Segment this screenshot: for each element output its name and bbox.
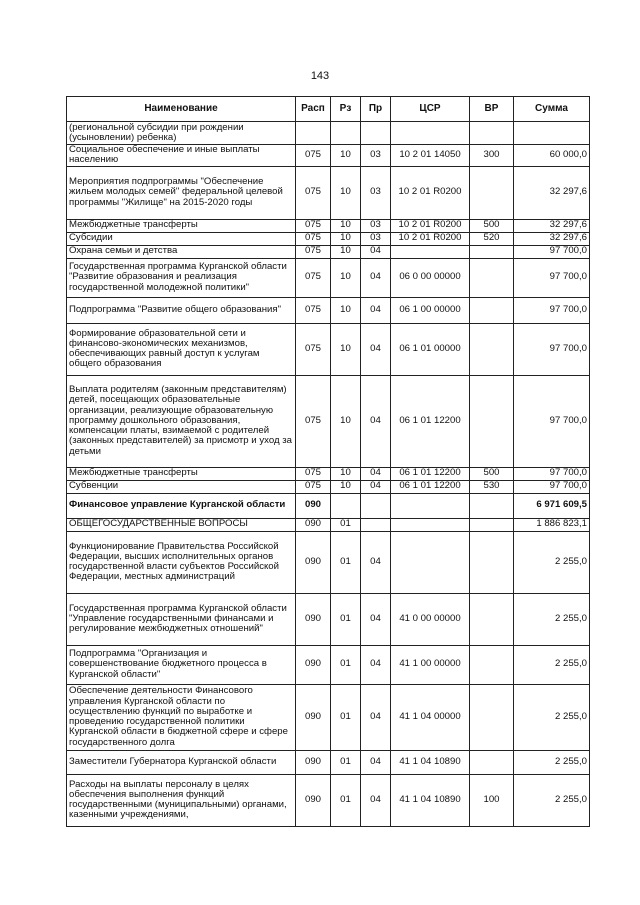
cell-rz: 01 bbox=[331, 750, 361, 774]
cell-rasp: 075 bbox=[296, 375, 331, 467]
cell-rasp: 090 bbox=[296, 645, 331, 684]
cell-rasp: 075 bbox=[296, 145, 331, 167]
cell-rz bbox=[331, 122, 361, 145]
table-row bbox=[67, 145, 590, 167]
cell-sum: 6 971 609,5 bbox=[514, 493, 590, 518]
cell-pr bbox=[361, 518, 391, 531]
cell-vr: 520 bbox=[470, 232, 514, 245]
col-header-rz: Рз bbox=[331, 97, 361, 122]
cell-pr: 03 bbox=[361, 219, 391, 232]
cell-name: Охрана семьи и детства bbox=[67, 245, 296, 258]
cell-name: Субсидии bbox=[67, 232, 296, 245]
cell-sum: 2 255,0 bbox=[514, 593, 590, 645]
cell-csr bbox=[391, 531, 470, 593]
table-row bbox=[67, 375, 590, 467]
cell-sum: 1 886 823,1 bbox=[514, 518, 590, 531]
cell-pr: 04 bbox=[361, 323, 391, 375]
table-row bbox=[67, 323, 590, 375]
cell-rz: 10 bbox=[331, 219, 361, 232]
table-row bbox=[67, 219, 590, 232]
cell-rasp: 090 bbox=[296, 684, 331, 750]
cell-rz: 10 bbox=[331, 375, 361, 467]
cell-sum: 2 255,0 bbox=[514, 750, 590, 774]
cell-vr bbox=[470, 375, 514, 467]
cell-name: (региональной субсидии при рождении (усыновлении) ребенка) bbox=[67, 122, 296, 145]
cell-vr bbox=[470, 750, 514, 774]
cell-name: Выплата родителям (законным представителям) детей, посещающих образовательные организации, реализующие образовательную программу дошкольного образования, компенсации платы, взимаемой с родителей (законных представителей) за присмотр и уход за детьми bbox=[67, 375, 296, 467]
cell-vr: 100 bbox=[470, 774, 514, 826]
cell-csr: 06 1 01 00000 bbox=[391, 323, 470, 375]
cell-vr bbox=[470, 166, 514, 219]
cell-name: ОБЩЕГОСУДАРСТВЕННЫЕ ВОПРОСЫ bbox=[67, 518, 296, 531]
table-row bbox=[67, 245, 590, 258]
cell-rz: 01 bbox=[331, 518, 361, 531]
table-row bbox=[67, 750, 590, 774]
cell-vr: 530 bbox=[470, 480, 514, 493]
cell-vr bbox=[470, 122, 514, 145]
cell-rz: 10 bbox=[331, 232, 361, 245]
cell-rasp: 075 bbox=[296, 219, 331, 232]
table-body bbox=[67, 122, 590, 827]
cell-sum: 97 700,0 bbox=[514, 375, 590, 467]
cell-rasp: 075 bbox=[296, 467, 331, 480]
col-header-vr: ВР bbox=[470, 97, 514, 122]
cell-vr bbox=[470, 518, 514, 531]
cell-rasp: 090 bbox=[296, 518, 331, 531]
cell-sum: 60 000,0 bbox=[514, 145, 590, 167]
table-row bbox=[67, 122, 590, 145]
cell-csr: 10 2 01 14050 bbox=[391, 145, 470, 167]
cell-pr: 04 bbox=[361, 258, 391, 297]
col-header-sum: Сумма bbox=[514, 97, 590, 122]
cell-name: Формирование образовательной сети и финансово-экономических механизмов, обеспечивающих равный доступ к услугам общего образования bbox=[67, 323, 296, 375]
cell-pr: 04 bbox=[361, 774, 391, 826]
table-row bbox=[67, 493, 590, 518]
cell-name: Государственная программа Курганской области "Управление государственными финансами и регулирование межбюджетных отношений" bbox=[67, 593, 296, 645]
cell-name: Государственная программа Курганской области "Развитие образования и реализация государственной молодежной политики" bbox=[67, 258, 296, 297]
cell-sum: 97 700,0 bbox=[514, 245, 590, 258]
cell-name: Обеспечение деятельности Финансового управления Курганской области по осуществлению функций по выработке и проведению государственной политики Курганской области в бюджетной сфере и сфере государственного долга bbox=[67, 684, 296, 750]
cell-vr: 500 bbox=[470, 467, 514, 480]
col-header-name: Наименование bbox=[67, 97, 296, 122]
table-row bbox=[67, 518, 590, 531]
cell-csr: 41 1 00 00000 bbox=[391, 645, 470, 684]
cell-csr: 06 1 01 12200 bbox=[391, 467, 470, 480]
cell-rasp: 090 bbox=[296, 750, 331, 774]
cell-name: Заместители Губернатора Курганской области bbox=[67, 750, 296, 774]
cell-vr bbox=[470, 493, 514, 518]
cell-sum: 2 255,0 bbox=[514, 531, 590, 593]
table-row bbox=[67, 645, 590, 684]
cell-rz: 10 bbox=[331, 480, 361, 493]
cell-vr: 500 bbox=[470, 219, 514, 232]
cell-sum: 97 700,0 bbox=[514, 297, 590, 323]
cell-sum: 97 700,0 bbox=[514, 467, 590, 480]
cell-rz: 01 bbox=[331, 645, 361, 684]
table-row bbox=[67, 480, 590, 493]
table-row bbox=[67, 684, 590, 750]
cell-csr: 06 1 01 12200 bbox=[391, 480, 470, 493]
cell-rasp: 075 bbox=[296, 258, 331, 297]
table-row bbox=[67, 258, 590, 297]
cell-csr bbox=[391, 245, 470, 258]
cell-rz: 10 bbox=[331, 323, 361, 375]
table-header-row bbox=[67, 97, 590, 122]
cell-vr bbox=[470, 297, 514, 323]
col-header-pr: Пр bbox=[361, 97, 391, 122]
cell-pr: 04 bbox=[361, 750, 391, 774]
cell-sum bbox=[514, 122, 590, 145]
cell-csr: 10 2 01 R0200 bbox=[391, 232, 470, 245]
cell-name: Функционирование Правительства Российской Федерации, высших исполнительных органов государственной власти субъектов Российской Федерации, местных администраций bbox=[67, 531, 296, 593]
cell-pr: 04 bbox=[361, 245, 391, 258]
cell-rasp: 075 bbox=[296, 245, 331, 258]
cell-rasp: 075 bbox=[296, 166, 331, 219]
cell-name: Подпрограмма "Организация и совершенствование бюджетного процесса в Курганской области" bbox=[67, 645, 296, 684]
cell-pr: 04 bbox=[361, 593, 391, 645]
cell-csr: 41 0 00 00000 bbox=[391, 593, 470, 645]
cell-name: Социальное обеспечение и иные выплаты населению bbox=[67, 145, 296, 167]
cell-rz: 10 bbox=[331, 297, 361, 323]
cell-rasp: 075 bbox=[296, 232, 331, 245]
cell-name: Мероприятия подпрограммы "Обеспечение жильем молодых семей" федеральной целевой программы "Жилище" на 2015-2020 годы bbox=[67, 166, 296, 219]
table-row bbox=[67, 593, 590, 645]
cell-rz: 10 bbox=[331, 467, 361, 480]
cell-pr: 04 bbox=[361, 645, 391, 684]
cell-rz: 10 bbox=[331, 166, 361, 219]
cell-rasp: 090 bbox=[296, 531, 331, 593]
cell-rz: 10 bbox=[331, 245, 361, 258]
cell-rasp: 075 bbox=[296, 323, 331, 375]
cell-csr: 41 1 04 10890 bbox=[391, 774, 470, 826]
cell-pr: 04 bbox=[361, 480, 391, 493]
cell-vr bbox=[470, 245, 514, 258]
cell-rz: 01 bbox=[331, 774, 361, 826]
cell-name: Финансовое управление Курганской области bbox=[67, 493, 296, 518]
cell-sum: 97 700,0 bbox=[514, 258, 590, 297]
cell-rasp: 090 bbox=[296, 493, 331, 518]
budget-table bbox=[66, 96, 590, 827]
table-row bbox=[67, 232, 590, 245]
col-header-rasp: Расп bbox=[296, 97, 331, 122]
cell-vr bbox=[470, 531, 514, 593]
cell-rz bbox=[331, 493, 361, 518]
cell-pr: 03 bbox=[361, 145, 391, 167]
table-row bbox=[67, 467, 590, 480]
cell-rasp: 075 bbox=[296, 297, 331, 323]
col-header-csr: ЦСР bbox=[391, 97, 470, 122]
cell-csr: 06 1 01 12200 bbox=[391, 375, 470, 467]
cell-rz: 01 bbox=[331, 593, 361, 645]
cell-csr bbox=[391, 122, 470, 145]
cell-pr: 04 bbox=[361, 375, 391, 467]
cell-sum: 32 297,6 bbox=[514, 166, 590, 219]
cell-sum: 32 297,6 bbox=[514, 219, 590, 232]
cell-rz: 01 bbox=[331, 531, 361, 593]
cell-vr bbox=[470, 684, 514, 750]
cell-name: Межбюджетные трансферты bbox=[67, 219, 296, 232]
cell-vr bbox=[470, 645, 514, 684]
cell-sum: 97 700,0 bbox=[514, 323, 590, 375]
cell-rasp: 090 bbox=[296, 774, 331, 826]
cell-vr bbox=[470, 258, 514, 297]
page-number: 143 bbox=[310, 70, 330, 82]
cell-rz: 10 bbox=[331, 145, 361, 167]
cell-pr: 04 bbox=[361, 531, 391, 593]
cell-rasp bbox=[296, 122, 331, 145]
cell-pr bbox=[361, 122, 391, 145]
table-row bbox=[67, 774, 590, 826]
cell-csr: 41 1 04 10890 bbox=[391, 750, 470, 774]
cell-csr bbox=[391, 493, 470, 518]
cell-sum: 97 700,0 bbox=[514, 480, 590, 493]
cell-pr: 04 bbox=[361, 467, 391, 480]
cell-rasp: 090 bbox=[296, 593, 331, 645]
cell-pr: 03 bbox=[361, 166, 391, 219]
cell-csr: 10 2 01 R0200 bbox=[391, 219, 470, 232]
cell-pr bbox=[361, 493, 391, 518]
cell-sum: 2 255,0 bbox=[514, 645, 590, 684]
table-row bbox=[67, 166, 590, 219]
cell-csr bbox=[391, 518, 470, 531]
cell-sum: 2 255,0 bbox=[514, 774, 590, 826]
table-row bbox=[67, 297, 590, 323]
cell-vr bbox=[470, 593, 514, 645]
cell-pr: 04 bbox=[361, 684, 391, 750]
cell-vr: 300 bbox=[470, 145, 514, 167]
cell-vr bbox=[470, 323, 514, 375]
cell-csr: 10 2 01 R0200 bbox=[391, 166, 470, 219]
cell-rasp: 075 bbox=[296, 480, 331, 493]
cell-csr: 41 1 04 00000 bbox=[391, 684, 470, 750]
cell-pr: 04 bbox=[361, 297, 391, 323]
cell-name: Межбюджетные трансферты bbox=[67, 467, 296, 480]
table-row bbox=[67, 531, 590, 593]
cell-name: Расходы на выплаты персоналу в целях обеспечения выполнения функций государственными (муниципальными) органами, казенными учреждениями, bbox=[67, 774, 296, 826]
cell-name: Субвенции bbox=[67, 480, 296, 493]
cell-sum: 32 297,6 bbox=[514, 232, 590, 245]
cell-csr: 06 0 00 00000 bbox=[391, 258, 470, 297]
cell-rz: 10 bbox=[331, 258, 361, 297]
cell-pr: 03 bbox=[361, 232, 391, 245]
cell-rz: 01 bbox=[331, 684, 361, 750]
cell-csr: 06 1 00 00000 bbox=[391, 297, 470, 323]
cell-sum: 2 255,0 bbox=[514, 684, 590, 750]
cell-name: Подпрограмма "Развитие общего образования" bbox=[67, 297, 296, 323]
